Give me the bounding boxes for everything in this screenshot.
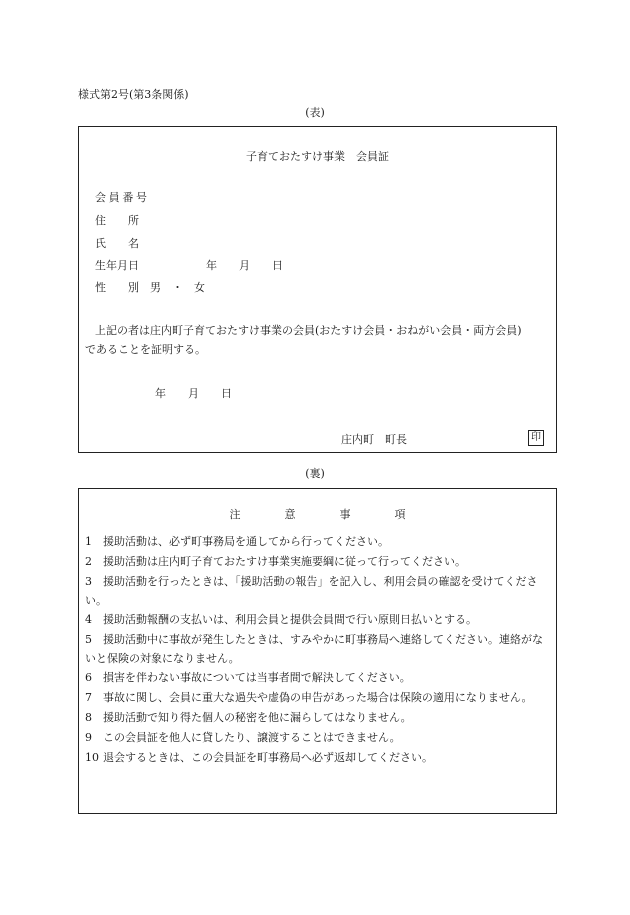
note-item: 4 援助活動報酬の支払いは、利用会員と提供会員間で行い原則日払いとする。: [85, 613, 477, 626]
back-side-label: (裏): [305, 467, 325, 480]
notes-title: 注意事項: [229, 508, 450, 521]
card-title: 子育ておたすけ事業 会員証: [246, 150, 389, 163]
seal-mark: 印: [528, 430, 544, 446]
membership-card-back: [78, 488, 557, 814]
sex-field: [95, 279, 205, 295]
note-item: 3 援助活動を行ったときは、「援助活動の報告」を記入し、利用会員の確認を受けてください。: [85, 575, 538, 607]
certification-line-1: 上記の者は庄内町子育ておたすけ事業の会員(おたすけ会員・おねがい会員・両方会員): [95, 324, 522, 337]
certification-line-2: であることを証明する。: [85, 343, 206, 356]
note-item: 2 援助活動は庄内町子育ておたすけ事業実施要綱に従って行ってください。: [85, 555, 466, 568]
issue-date: 年 月 日: [155, 387, 232, 400]
membership-card-front: [78, 126, 557, 453]
note-item: 7 事故に関し、会員に重大な過失や虚偽の申告があった場合は保険の適用になりません。: [85, 691, 533, 704]
member-number-label: 会員番号: [95, 191, 147, 204]
name-label: 氏 名: [95, 237, 139, 250]
name-field: [95, 235, 139, 251]
note-item: 1 援助活動は、必ず町事務局を通してから行ってください。: [85, 535, 389, 548]
address-label: 住 所: [95, 214, 139, 227]
note-item: 8 援助活動で知り得た個人の秘密を他に漏らしてはなりません。: [85, 711, 412, 724]
address-field: [95, 212, 139, 228]
sex-options: 男 ・ 女: [150, 281, 205, 294]
form-number: 様式第2号(第3条関係): [78, 88, 189, 101]
birthdate-field: [95, 257, 283, 273]
issuer: 庄内町 町長: [341, 433, 407, 446]
birthdate-label: 生年月日: [95, 259, 139, 272]
note-item: 6 損害を伴わない事故については当事者間で解決してください。: [85, 671, 411, 684]
note-item: 5 援助活動中に事故が発生したときは、すみやかに町事務局へ連絡してください。連絡がないと保険の対象になりません。: [85, 633, 543, 665]
birthdate-units: 年 月 日: [206, 259, 283, 272]
member-number-field: [95, 189, 155, 205]
note-item: 10 退会するときは、この会員証を町事務局へ必ず返却してください。: [85, 751, 433, 764]
note-item: 9 この会員証を他人に貸したり、譲渡することはできません。: [85, 731, 401, 744]
sex-label: 性 別: [95, 281, 139, 294]
front-side-label: (表): [305, 106, 325, 119]
